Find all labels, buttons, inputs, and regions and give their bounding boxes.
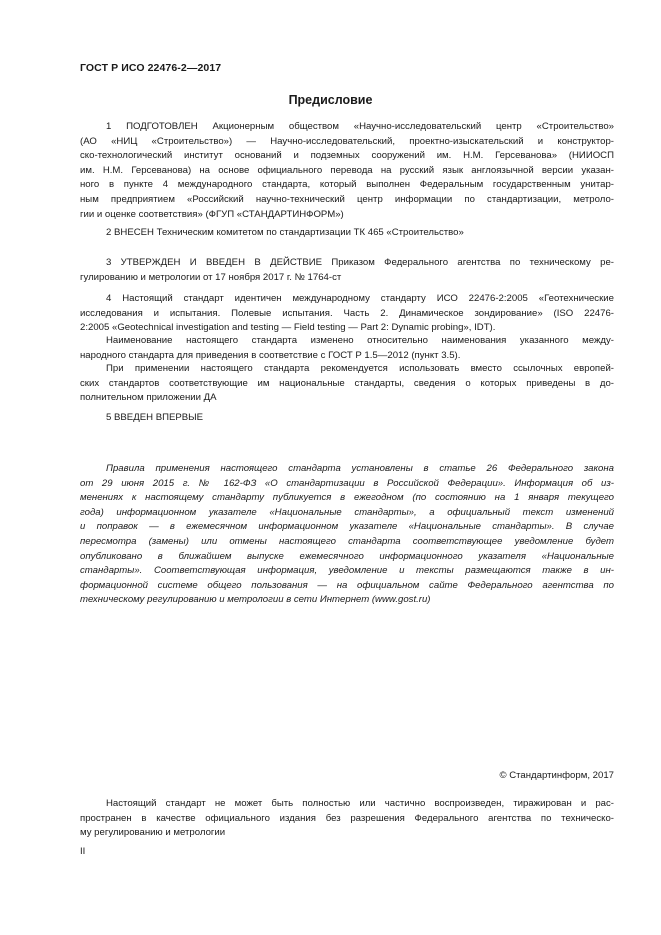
text-line: народного стандарта для приведения в соответствие с ГОСТ Р 1.5—2012 (пункт 3.5). bbox=[80, 349, 461, 361]
text-line: 2 ВНЕСЕН Техническим комитетом по стандартизации ТК 465 «Строительство» bbox=[106, 227, 464, 238]
text-line: 2:2005 «Geotechnical investigation and testing — Field testing — Part 2: Dynamic probing», IDT). bbox=[80, 322, 496, 334]
text-line: гулированию и метрологии от 17 ноября 2017 г. № 1764-ст bbox=[80, 271, 342, 283]
text-line: пространен в качестве официального издания без разрешения Федерального агентства по техническо- bbox=[80, 812, 614, 824]
paragraph-submitted-by bbox=[80, 226, 614, 241]
text-line: техническому регулированию и метрологии в сети Интернет (www.gost.ru) bbox=[80, 594, 431, 606]
text-line: Наименование настоящего стандарта изменено относительно наименования указанного между- bbox=[106, 335, 614, 346]
paragraph-prepared-by bbox=[80, 120, 614, 222]
paragraph-identical-standard bbox=[80, 292, 614, 336]
text-line: опубликовано в ближайшем выпуске ежемесячного информационного указателя «Национальные bbox=[80, 550, 614, 562]
paragraph-application-rules bbox=[80, 462, 614, 608]
text-line: им. Н.М. Герсеванова) на основе официального перевода на русский язык англоязычной версии указан- bbox=[80, 164, 614, 176]
text-line: Настоящий стандарт не может быть полностью или частично воспроизведен, тиражирован и рас- bbox=[106, 798, 614, 809]
text-line: му регулированию и метрологии bbox=[80, 827, 226, 839]
text-line: полнительном приложении ДА bbox=[80, 392, 217, 404]
text-line: ских стандартов соответствующие им национальные стандарты, сведения о которых приведены в до- bbox=[80, 377, 614, 389]
text-line: исследования и испытания. Полевые испытания. Часть 2. Динамическое зондирование» (ISO 22476- bbox=[80, 307, 614, 319]
text-line: года) информационном указателе «Национальные стандарты», а официальный текст изменений bbox=[80, 506, 614, 518]
copyright-notice: © Стандартинформ, 2017 bbox=[499, 770, 614, 781]
text-line: (АО «НИЦ «Строительство») — Научно-исследовательский, проектно-изыскательский и конструктор- bbox=[80, 135, 614, 147]
text-line: стандарты». Соответствующая информация, уведомление и тексты размещаются также в ин- bbox=[80, 565, 614, 577]
text-line: При применении настоящего стандарта рекомендуется использовать вместо ссылочных европей- bbox=[106, 363, 614, 374]
paragraph-references bbox=[80, 362, 614, 406]
text-line: и поправок — в ежемесячном информационном указателе «Национальные стандарты». В случае bbox=[80, 521, 614, 533]
page-title: Предисловие bbox=[288, 93, 373, 107]
text-line: ско-технологический институт оснований и подземных сооружений им. Н.М. Герсеванова» (НИИОСП bbox=[80, 150, 614, 162]
text-line: ного в пункте 4 международного стандарта, который выполнен Федеральным государственным унитар- bbox=[80, 179, 614, 191]
text-line: 1 ПОДГОТОВЛЕН Акционерным обществом «Научно-исследовательский центр «Строительство» bbox=[106, 121, 614, 132]
paragraph-name-changed bbox=[80, 334, 614, 363]
text-line: гии и оценке соответствия» (ФГУП «СТАНДАРТИНФОРМ») bbox=[80, 208, 344, 220]
paragraph-introduced-first bbox=[80, 411, 614, 426]
page-number: II bbox=[80, 846, 86, 857]
paragraph-approved bbox=[80, 256, 614, 285]
text-line: формационной системе общего пользования — на официальном сайте Федерального агентства по bbox=[80, 579, 614, 591]
text-line: Правила применения настоящего стандарта установлены в статье 26 Федерального закона bbox=[106, 463, 614, 474]
paragraph-reproduction-notice bbox=[80, 797, 614, 841]
document-code-header: ГОСТ Р ИСО 22476-2—2017 bbox=[80, 62, 222, 74]
text-line: пересмотра (замены) или отмены настоящего стандарта соответствующее уведомление будет bbox=[80, 535, 614, 547]
text-line: 5 ВВЕДЕН ВПЕРВЫЕ bbox=[106, 412, 204, 423]
text-line: менениях к настоящему стандарту публикуется в ежегодном (по состоянию на 1 января текущего bbox=[80, 492, 614, 504]
text-line: от 29 июня 2015 г. № 162-ФЗ «О стандартизации в Российской Федерации». Информация об из- bbox=[80, 477, 614, 489]
text-line: 4 Настоящий стандарт идентичен международному стандарту ИСО 22476-2:2005 «Геотехнические bbox=[106, 293, 614, 304]
text-line: ным предприятием «Российский научно-технический центр информации по стандартизации, метроло- bbox=[80, 193, 614, 205]
text-line: 3 УТВЕРЖДЕН И ВВЕДЕН В ДЕЙСТВИЕ Приказом Федерального агентства по техническому ре- bbox=[106, 257, 614, 268]
